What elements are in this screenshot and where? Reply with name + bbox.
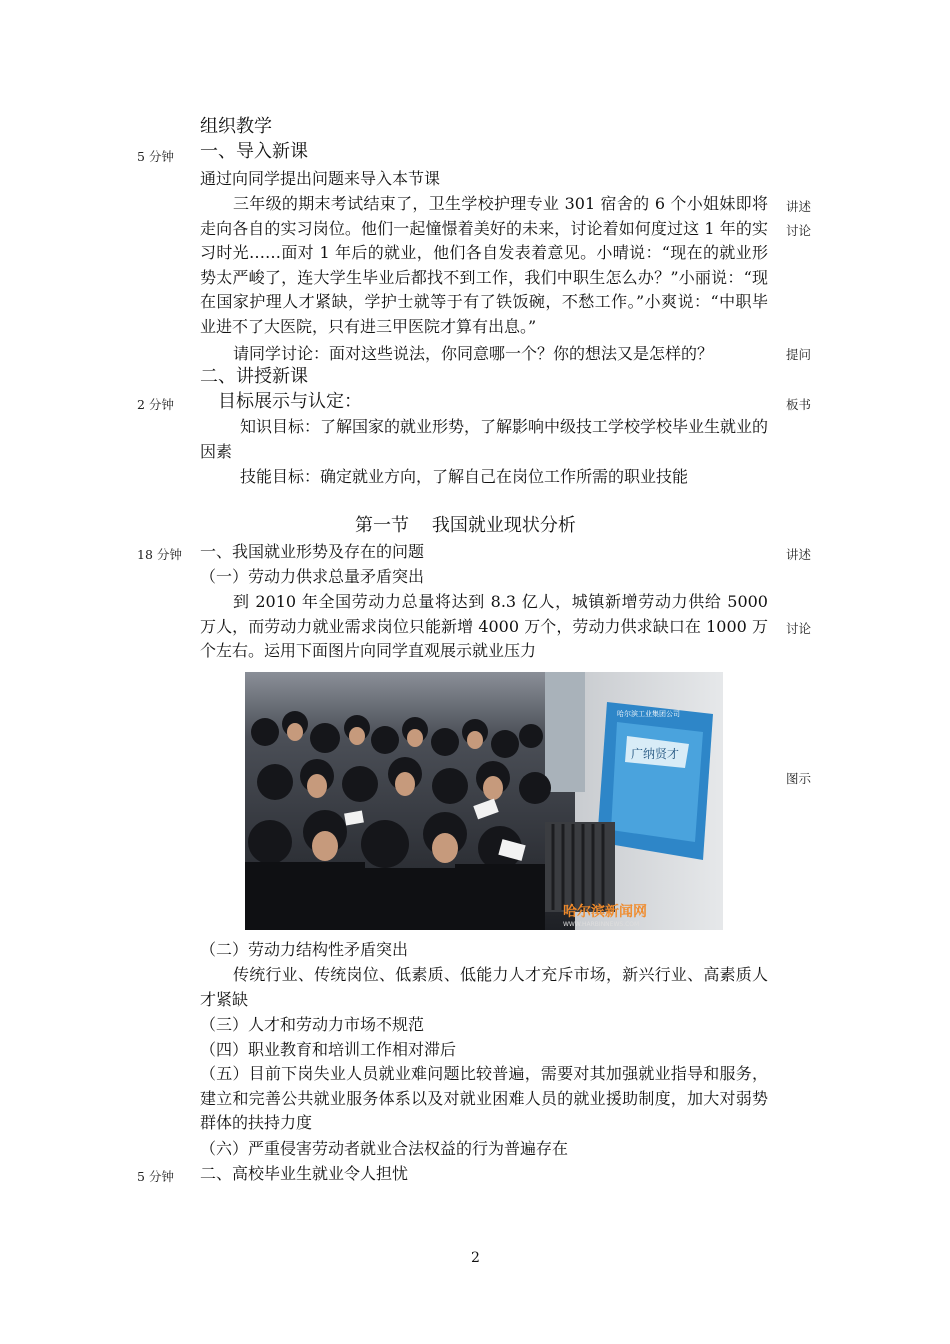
point-1-text: 到 2010 年全国劳动力总量将达到 8.3 亿人，城镇新增劳动力供给 5000 万人，而劳动力就业需求岗位只能新增 4000 万个，劳动力供求缺口在 1000 万个左右。运用下面图片向同学直观展示就业压力 <box>200 592 768 660</box>
time-note: 18 分钟 <box>137 547 182 562</box>
time-note: 5 分钟 <box>137 149 174 164</box>
poster-header: 哈尔滨工业集团公司 <box>617 710 680 718</box>
method-note: 板书 <box>786 397 812 412</box>
heading-lesson: 二、讲授新课 <box>200 366 308 387</box>
knowledge-goal: 知识目标：了解国家的就业形势，了解影响中级技工学校学校毕业生就业的因素 <box>200 417 769 461</box>
point-6: （六）严重侵害劳动者就业合法权益的行为普遍存在 <box>200 1139 569 1158</box>
intro-lead: 通过向同学提出问题来导入本节课 <box>200 169 441 188</box>
job-fair-photo <box>245 672 723 930</box>
method-note: 讨论 <box>786 223 812 238</box>
heading-intro: 一、导入新课 <box>200 141 308 162</box>
page-number: 2 <box>471 1250 480 1266</box>
point-4: （四）职业教育和培训工作相对滞后 <box>200 1040 457 1059</box>
method-note: 讨论 <box>786 621 812 636</box>
intro-story: 三年级的期末考试结束了，卫生学校护理专业 301 宿舍的 6 个小姐妹即将走向各自的实习岗位。他们一起憧憬着美好的未来，讨论着如何度过这 1 年的实习时光……面对 1 年后的就业，他们各自发表着意见。小晴说：“现在的就业形势太严峻了，连大学生毕业后都找不到工作，我们中职生怎么办？”小丽说：“现在国家护理人才紧缺，学护士就等于有了铁饭碗，不愁工作。”小爽说：“中职毕业进不了大医院，只有进三甲医院才算有出息。” <box>200 194 768 336</box>
subheading-1: 一、我国就业形势及存在的问题 <box>200 542 425 561</box>
watermark-url: WWW.HARBINNEWS.COM <box>563 921 640 928</box>
point-1: （一）劳动力供求总量矛盾突出 <box>200 567 425 586</box>
method-note: 讲述 <box>786 199 812 214</box>
time-note: 5 分钟 <box>137 1169 174 1184</box>
point-3: （三）人才和劳动力市场不规范 <box>200 1015 425 1034</box>
watermark-logo: 哈尔滨新闻网 <box>563 904 647 920</box>
point-2-text: 传统行业、传统岗位、低素质、低能力人才充斥市场，新兴行业、高素质人才紧缺 <box>200 965 768 1009</box>
heading-organize: 组织教学 <box>200 116 272 137</box>
time-note: 2 分钟 <box>137 397 174 412</box>
subheading-2: 二、高校毕业生就业令人担忧 <box>200 1164 409 1183</box>
goal-title: 目标展示与认定： <box>218 391 362 412</box>
point-5: （五）目前下岗失业人员就业难问题比较普遍，需要对其加强就业指导和服务，建立和完善公共就业服务体系以及对就业困难人员的就业援助制度，加大对弱势群体的扶持力度 <box>200 1064 768 1132</box>
discussion-question: 请同学讨论：面对这些说法，你同意哪一个？你的想法又是怎样的？ <box>233 344 714 363</box>
point-2: （二）劳动力结构性矛盾突出 <box>200 940 409 959</box>
skill-goal: 技能目标：确定就业方向，了解自己在岗位工作所需的职业技能 <box>240 467 689 486</box>
section-title: 第一节 我国就业现状分析 <box>355 515 576 536</box>
method-note: 讲述 <box>786 547 812 562</box>
method-note: 提问 <box>786 347 812 362</box>
poster-title: 广纳贤才 <box>631 747 680 761</box>
method-note: 图示 <box>786 771 812 786</box>
